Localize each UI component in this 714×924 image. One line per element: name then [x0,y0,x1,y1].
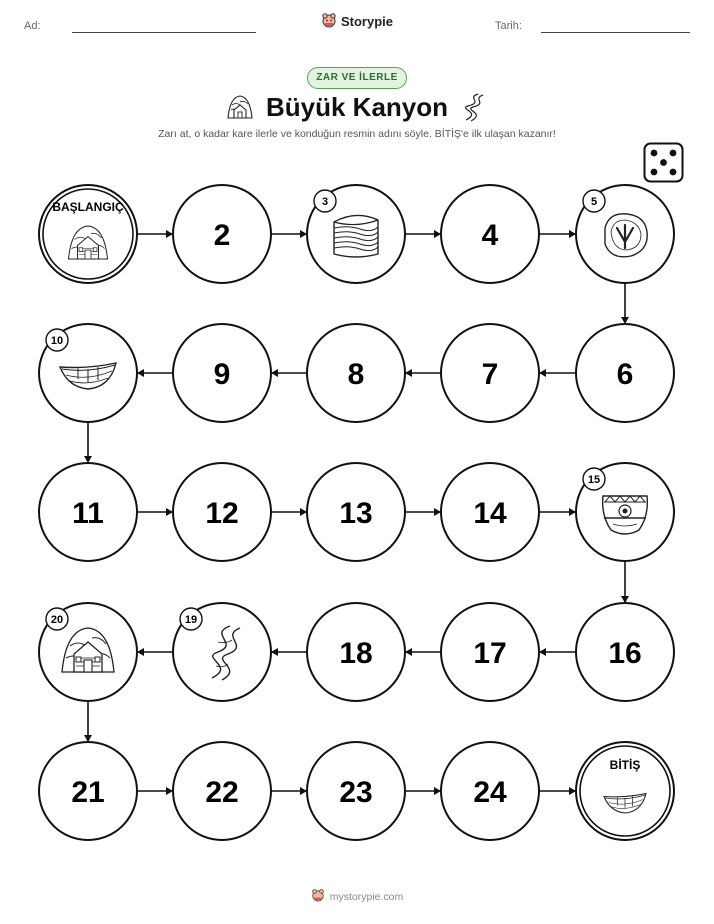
path-arrowhead [300,787,307,795]
date-label: Tarih: [495,20,522,32]
cell-number: 9 [213,358,231,391]
pottery-icon [603,496,648,534]
board-cell-4 [441,185,539,283]
board-cell-3 [307,185,405,283]
path-arrowhead [137,648,144,656]
board-cell-12 [173,463,271,561]
path-arrowhead [539,369,546,377]
path-arrowhead [300,230,307,238]
path-arrowhead [569,230,576,238]
board-cell-23 [307,742,405,840]
path-arrowhead [166,508,173,516]
path-arrowhead [405,369,412,377]
board-cell-5 [576,185,674,283]
board-cell-15 [576,463,674,561]
path-arrowhead [271,369,278,377]
path-arrowhead [137,369,144,377]
footer-url[interactable]: mystorypie.com [329,890,404,903]
path-arrowhead [166,787,173,795]
cell-number: 24 [473,776,507,809]
board-cell-24 [441,742,539,840]
activity-badge: ZAR VE İLERLE [307,67,407,89]
cell-number: 11 [72,497,104,530]
footer [0,888,714,905]
cell-number: 18 [339,637,373,670]
brand-name: Storypie [340,14,393,29]
board-cell-9 [173,324,271,422]
cell-number: 6 [616,358,634,391]
cell-number: 17 [473,637,507,670]
path-arrowhead [621,596,629,603]
board-cell-1 [39,185,137,283]
cell-caption: BİTİŞ [609,758,641,772]
path-arrowhead [569,508,576,516]
board-cell-17 [441,603,539,701]
rock-layers-icon [334,215,378,257]
board-cell-19 [173,603,271,701]
cell-number: 10 [50,335,64,347]
board-cell-10 [39,324,137,422]
path-arrowhead [434,508,441,516]
cell-number: 20 [50,614,64,626]
name-label: Ad: [24,20,41,32]
board-cell-25 [576,742,674,840]
board-cell-18 [307,603,405,701]
cell-number: 7 [481,358,499,391]
cell-number: 8 [347,358,365,391]
board-cell-7 [441,324,539,422]
path-arrowhead [539,648,546,656]
cell-caption: BAŞLANGIÇ [52,200,124,214]
cell-number: 15 [587,474,601,486]
cell-number: 22 [205,776,239,809]
board-cell-6 [576,324,674,422]
cell-number: 14 [473,497,507,530]
cell-number: 16 [608,637,642,670]
path-arrowhead [84,735,92,742]
cell-number: 12 [205,497,239,530]
cell-number: 23 [339,776,373,809]
board-cell-21 [39,742,137,840]
path-arrowhead [434,230,441,238]
board-cell-8 [307,324,405,422]
path-arrowhead [84,456,92,463]
board-cell-13 [307,463,405,561]
board-cell-22 [173,742,271,840]
board-cell-20 [39,603,137,701]
path-arrowhead [271,648,278,656]
path-arrowhead [300,508,307,516]
cell-number: 19 [184,614,198,626]
cell-number: 4 [481,219,499,252]
page-title: Büyük Kanyon [265,92,449,122]
path-arrowhead [569,787,576,795]
board-cell-11 [39,463,137,561]
path-arrowhead [166,230,173,238]
board-cell-14 [441,463,539,561]
cell-number: 5 [590,196,598,208]
cell-number: 13 [339,497,373,530]
cell-number: 21 [71,776,105,809]
cell-number: 2 [213,219,231,252]
board-cell-2 [173,185,271,283]
path-arrowhead [434,787,441,795]
board-cell-16 [576,603,674,701]
path-arrowhead [621,317,629,324]
cell-number: 3 [321,196,329,208]
path-arrowhead [405,648,412,656]
instructions: Zarı at, o kadar kare ilerle ve konduğun resmin adını söyle. BİTİŞ'e ilk ulaşan kazanır! [158,128,556,140]
storypie-logo-icon [311,888,325,905]
fossil-footprint-icon [605,214,647,257]
